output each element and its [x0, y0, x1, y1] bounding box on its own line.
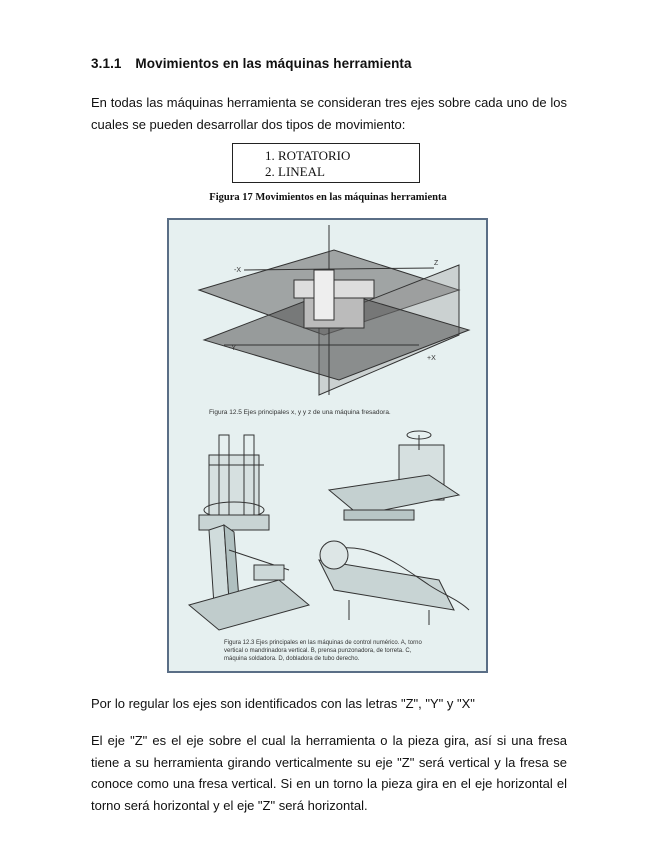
figure-machine-axes — [167, 218, 488, 673]
svg-text:Z: Z — [434, 260, 439, 267]
svg-text:-Y: -Y — [229, 345, 236, 352]
figure-top-caption: Figura 12.5 Ejes principales x, y y z de una máquina fresadora. — [209, 409, 391, 416]
figure-bottom-caption-line: Figura 12.3 Ejes principales en las máquinas de control numérico. A, torno — [224, 640, 422, 646]
tube-bender-diagram — [319, 541, 469, 625]
figure-bottom-caption-line: vertical o mandrinadora vertical. B, prensa punzonadora, de torreta. C, — [224, 648, 412, 654]
vertical-lathe-diagram — [199, 435, 269, 530]
svg-text:+X: +X — [427, 355, 436, 362]
intro-paragraph: En todas las máquinas herramienta se consideran tres ejes sobre cada uno de los cuales se pueden desarrollar dos tipos de movimiento: — [91, 95, 567, 132]
axes-letters-paragraph: Por lo regular los ejes son identificados con las letras "Z", "Y" y "X" — [91, 696, 475, 711]
movement-type-item: 2. LINEAL — [278, 164, 419, 180]
figure-illustration — [169, 220, 486, 671]
section-heading — [91, 56, 412, 71]
figure-caption: Figura 17 Movimientos en las máquinas herramienta — [209, 192, 447, 203]
welding-machine-diagram — [189, 525, 309, 630]
section-number: 3.1.1 — [91, 56, 122, 71]
z-axis-paragraph: El eje "Z" es el eje sobre el cual la herramienta o la pieza gira, así si una fresa tiene a su herramienta girando verticalmente su eje "Z" será vertical y la fresa se conoce como una fresa vertical. Si en un torno la pieza gira en el eje horizontal el torno será horizontal y el eje "Z" será horizontal. — [91, 733, 567, 813]
svg-text:-X: -X — [234, 267, 241, 274]
movement-types-box — [232, 143, 420, 183]
figure-bottom-caption-line: máquina soldadora. D, dobladora de tubo derecho. — [224, 656, 360, 662]
movement-types-list — [233, 148, 419, 180]
movement-type-item: 1. ROTATORIO — [278, 148, 419, 164]
milling-machine-axes-diagram — [199, 225, 469, 395]
punch-press-diagram — [329, 431, 459, 520]
section-title: Movimientos en las máquinas herramienta — [135, 56, 412, 71]
